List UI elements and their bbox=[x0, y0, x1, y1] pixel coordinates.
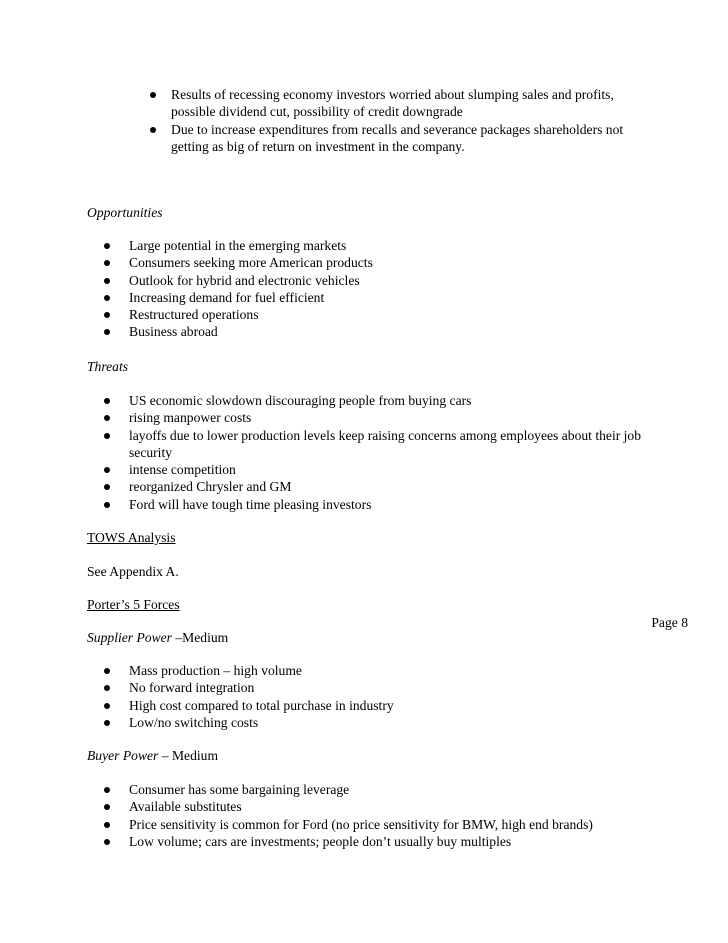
porter-heading: Porter’s 5 Forces bbox=[87, 597, 180, 612]
bullet-icon bbox=[104, 787, 110, 793]
bullet-icon bbox=[104, 502, 110, 508]
list-item: Due to increase expenditures from recalls and severance packages shareholders not getting as big of return on investment in the company. bbox=[131, 121, 651, 156]
buyer-power-heading: Buyer Power – Medium bbox=[87, 748, 219, 763]
bullet-icon bbox=[104, 484, 110, 490]
list-item: Consumer has some bargaining leverage bbox=[89, 781, 649, 798]
bullet-icon bbox=[104, 668, 110, 674]
weaknesses-continued-list bbox=[131, 86, 651, 155]
opportunities-heading: Opportunities bbox=[87, 205, 163, 220]
bullet-icon bbox=[104, 804, 110, 810]
list-item: Ford will have tough time pleasing investors bbox=[89, 496, 649, 513]
list-item: reorganized Chrysler and GM bbox=[89, 478, 649, 495]
supplier-power-list bbox=[89, 662, 649, 731]
tows-heading: TOWS Analysis bbox=[87, 530, 176, 545]
list-item: intense competition bbox=[89, 461, 649, 478]
list-item: Consumers seeking more American products bbox=[89, 254, 649, 271]
list-item: Low volume; cars are investments; people don’t usually buy multiples bbox=[89, 833, 649, 850]
list-item: layoffs due to lower production levels keep raising concerns among employees about their job security bbox=[89, 427, 649, 462]
bullet-icon bbox=[104, 278, 110, 284]
list-item: Large potential in the emerging markets bbox=[89, 237, 649, 254]
bullet-icon bbox=[150, 92, 156, 98]
list-item: US economic slowdown discouraging people from buying cars bbox=[89, 392, 649, 409]
list-item: Business abroad bbox=[89, 323, 649, 340]
page-number: Page 8 bbox=[651, 615, 688, 630]
bullet-icon bbox=[104, 295, 110, 301]
list-item: Restructured operations bbox=[89, 306, 649, 323]
list-item: No forward integration bbox=[89, 679, 649, 696]
bullet-icon bbox=[104, 822, 110, 828]
bullet-icon bbox=[104, 685, 110, 691]
bullet-icon bbox=[104, 467, 110, 473]
list-item: rising manpower costs bbox=[89, 409, 649, 426]
bullet-icon bbox=[104, 243, 110, 249]
list-item: Price sensitivity is common for Ford (no price sensitivity for BMW, high end brands) bbox=[89, 816, 649, 833]
buyer-power-list bbox=[89, 781, 649, 850]
list-item: Results of recessing economy investors worried about slumping sales and profits, possible dividend cut, possibility of credit downgrade bbox=[131, 86, 651, 121]
bullet-icon bbox=[104, 260, 110, 266]
list-item: Low/no switching costs bbox=[89, 714, 649, 731]
list-item: Increasing demand for fuel efficient bbox=[89, 289, 649, 306]
list-item: Available substitutes bbox=[89, 798, 649, 815]
bullet-icon bbox=[150, 127, 156, 133]
bullet-icon bbox=[104, 329, 110, 335]
bullet-icon bbox=[104, 312, 110, 318]
supplier-power-heading: Supplier Power –Medium bbox=[87, 630, 229, 645]
bullet-icon bbox=[104, 415, 110, 421]
list-item: Outlook for hybrid and electronic vehicles bbox=[89, 272, 649, 289]
tows-text: See Appendix A. bbox=[87, 564, 179, 579]
list-item: High cost compared to total purchase in industry bbox=[89, 697, 649, 714]
threats-list bbox=[89, 392, 649, 513]
bullet-icon bbox=[104, 720, 110, 726]
bullet-icon bbox=[104, 839, 110, 845]
bullet-icon bbox=[104, 433, 110, 439]
threats-heading: Threats bbox=[87, 359, 129, 374]
bullet-icon bbox=[104, 398, 110, 404]
opportunities-list bbox=[89, 237, 649, 341]
bullet-icon bbox=[104, 703, 110, 709]
list-item: Mass production – high volume bbox=[89, 662, 649, 679]
